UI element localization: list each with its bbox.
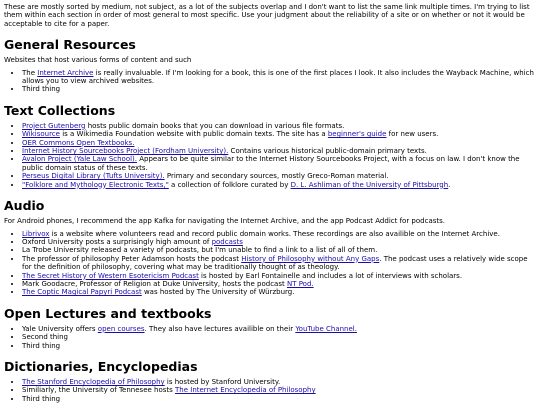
section-heading-text-collections: Text Collections	[4, 102, 116, 118]
internet-archive-link[interactable]: Internet Archive	[37, 68, 94, 77]
wikisource-link[interactable]: Wikisource	[22, 130, 60, 139]
ashliman-link[interactable]: D. L. Ashliman of the University of Pittsburgh	[290, 180, 449, 189]
youtube-channel-link[interactable]: YouTube Channel.	[295, 324, 357, 333]
internet-history-sourcebooks-link[interactable]: Internet History Sourcebooks Project (Fordham University).	[22, 147, 229, 156]
list-item: • Yale University offers open courses. They also have lectures availible on their YouTube Channel.	[22, 325, 536, 333]
list-item: • Avalon Project (Yale Law School). Appears to be quite similar to the Internet History Sourcebooks Project, with a focus on law. I don't know the public domain status of these texts.	[22, 155, 536, 172]
list-item: • La Trobe University released a variety of podcasts, but I'm unable to find a link to a list of all of them.	[22, 246, 536, 254]
dictionaries-list	[4, 378, 536, 403]
intro-paragraph: These are mostly sorted by medium, not subject, as a lot of the subjects overlap and I don't want to list the same link multiple times. I'm trying to list them within each section in order of most general to most specific. Use your judgment about the reliability of a site or on whether or not it would be acceptable to cite for a paper.	[4, 3, 530, 28]
list-item: • Third thing	[22, 342, 536, 350]
section-description-audio: For Android phones, I recommend the app Kafka for navigating the Internet Archive, and the app Podcast Addict for podcasts.	[4, 217, 445, 226]
general-resources-list	[4, 69, 536, 94]
beginners-guide-link[interactable]: beginner's guide	[327, 130, 387, 139]
list-item: • Third thing	[22, 395, 536, 403]
list-item	[22, 139, 536, 147]
list-item: • The Stanford Encyclopedia of Philosophy is hosted by Stanford University.	[22, 378, 536, 386]
section-description-general: Websites that host various forms of content and such	[4, 56, 192, 65]
list-item: • The professor of philosophy Peter Adamson hosts the podcast History of Philosophy without Any Gaps. The podcast uses a relatively wide scope for the definition of philosophy, covering what may be traditionally thought of as theology.	[22, 255, 536, 272]
project-gutenberg-link[interactable]: Project Gutenberg	[22, 121, 86, 130]
perseus-digital-library-link[interactable]: Perseus Digital Library (Tufts University).	[22, 172, 165, 181]
list-item: • Wikisource is a Wikimedia Foundation website with public domain texts. The site has a beginner's guide for new users.	[22, 130, 536, 138]
list-item: • Internet History Sourcebooks Project (Fordham University). Contains various historical public-domain primary texts.	[22, 147, 536, 155]
text-collections-list	[4, 122, 536, 189]
oer-commons-link[interactable]: OER Commons Open Textbooks.	[22, 138, 135, 147]
stanford-encyclopedia-link[interactable]: The Stanford Encyclopedia of Philosophy	[22, 377, 165, 386]
section-heading-lectures: Open Lectures and textbooks	[4, 305, 212, 321]
section-heading-dictionaries: Dictionaries, Encyclopedias	[4, 358, 198, 374]
internet-encyclopedia-link[interactable]: The Internet Encyclopedia of Philosophy	[175, 386, 316, 395]
list-item: • The Secret History of Western Esotericism Podcast is hosted by Earl Fontainelle and includes a lot of interviews with scholars.	[22, 272, 536, 280]
list-item: • Oxford University posts a surprisingly high amount of podcasts	[22, 238, 536, 246]
section-heading-audio: Audio	[4, 198, 45, 214]
list-item: • Project Gutenberg hosts public domain books that you can download in various file formats.	[22, 122, 536, 130]
list-item: • Second thing	[22, 333, 536, 341]
secret-history-esotericism-link[interactable]: The Secret History of Western Esotericism Podcast	[22, 271, 199, 280]
list-item: • "Folklore and Mythology Electronic Texts," a collection of folklore curated by D. L. Ashliman of the University of Pittsburgh.	[22, 181, 536, 189]
oxford-podcasts-link[interactable]: podcasts	[211, 237, 243, 246]
list-item: • Third thing	[22, 85, 536, 93]
list-item: • Librivox is a website where volunteers read and record public domain works. These recordings are also availible on the Internet Archive.	[22, 230, 536, 238]
list-item: • Mark Goodacre, Professor of Religion at Duke University, hosts the podcast NT Pod.	[22, 280, 536, 288]
coptic-magical-papyri-link[interactable]: The Coptic Magical Papyri Podcast	[22, 288, 142, 297]
lectures-list	[4, 325, 536, 350]
open-courses-link[interactable]: open courses	[97, 324, 145, 333]
nt-pod-link[interactable]: NT Pod.	[286, 279, 314, 288]
list-item: • The Coptic Magical Papyri Podcast was hosted by The University of Würzburg.	[22, 288, 536, 296]
folklore-mythology-link[interactable]: "Folklore and Mythology Electronic Texts,"	[22, 180, 169, 189]
audio-list	[4, 230, 536, 297]
history-of-philosophy-link[interactable]: History of Philosophy without Any Gaps	[241, 254, 380, 263]
list-item: • The Internet Archive is really invaluable. If I'm looking for a book, this is one of the first places I look. It also includes the Wayback Machine, which allows you to view archived websites.	[22, 69, 536, 86]
list-item: • Similiarly, the University of Tennesee hosts The Internet Encyclopedia of Philosophy	[22, 386, 536, 394]
avalon-project-link[interactable]: Avalon Project (Yale Law School).	[22, 155, 138, 164]
section-heading-general: General Resources	[4, 37, 136, 53]
librivox-link[interactable]: Librivox	[22, 229, 50, 238]
list-item: • Perseus Digital Library (Tufts University). Primary and secondary sources, mostly Greco-Roman material.	[22, 172, 536, 180]
